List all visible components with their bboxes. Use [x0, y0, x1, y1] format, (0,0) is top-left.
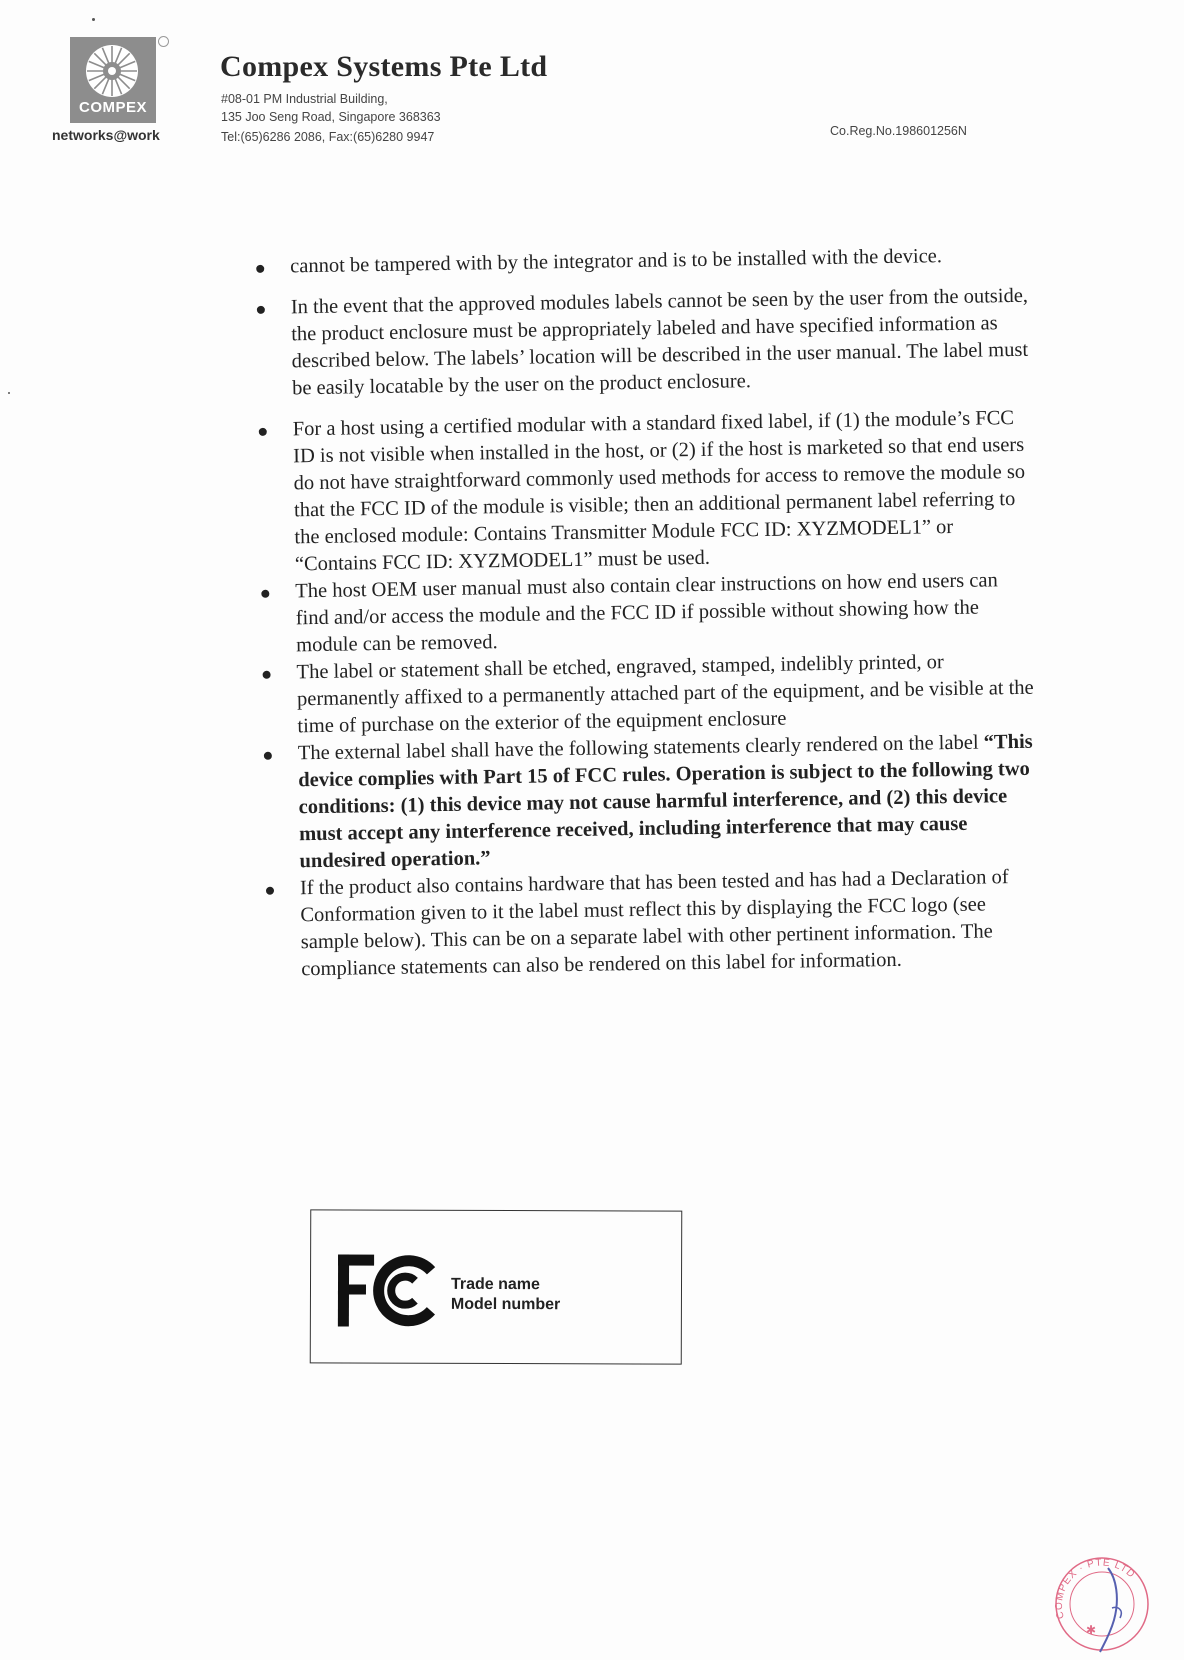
fcc-label-text [451, 1275, 560, 1315]
trade-name-label: Trade name [450, 1275, 540, 1294]
bullet-icon [263, 671, 271, 679]
fcc-logo-icon [335, 1250, 445, 1330]
company-logo [70, 37, 156, 123]
address-line-2: 135 Joo Seng Road, Singapore 368363 [221, 110, 441, 124]
list-item [255, 567, 1036, 660]
requirements-list [250, 242, 1041, 984]
list-item-text: The label or statement shall be etched, engraved, stamped, indelibly printed, or permanently affixed to a permanently attached part of the equipment, and be visible at the time of purchase on the exterior of the equipment enclosure [296, 651, 1034, 738]
list-item-text: The host OEM user manual must also contain clear instructions on how end users can find and/or access the module and the FCC ID if possible without showing how the module can be removed. [295, 569, 998, 657]
bullet-icon [259, 428, 267, 436]
list-item [256, 648, 1037, 741]
compex-wheel-icon [84, 43, 140, 99]
list-item [251, 283, 1033, 403]
list-item [250, 242, 1030, 281]
bullet-icon [257, 306, 265, 314]
scan-speck [92, 18, 95, 21]
list-item-text: For a host using a certified modular with a standard fixed label, if (1) the module’s FCC ID is not visible when installed in the host, or (2) if the host is marketed so that end users do not have straightforward commonly used methods for access to remove the module so that the FCC ID of the module is visible; then an additional permanent label referring to the enclosed module: Contains Transmitter Module FCC ID: XYZMODEL1” or “Contains FCC ID: XYZMODEL1” must be used. [292, 407, 1026, 576]
list-item [253, 405, 1035, 579]
stamp-text: COMPEX · PTE LTD [1053, 1557, 1138, 1620]
model-number-label: Model number [450, 1295, 561, 1314]
list-item-text: In the event that the approved modules labels cannot be seen by the user from the outside, the product enclosure must be appropriately labeled and have specified information as described below. The labels’ location will be described in the user manual. The label must be easily locatable by the user on the product enclosure. [290, 284, 1029, 400]
logo-wordmark: COMPEX [78, 99, 147, 116]
logo-tagline: networks@work [52, 127, 160, 143]
bullet-icon [266, 887, 274, 895]
company-registration: Co.Reg.No.198601256N [830, 124, 967, 138]
bullet-icon [264, 752, 272, 760]
company-stamp [1046, 1548, 1158, 1656]
registered-mark-icon [158, 36, 169, 47]
list-item-text: The external label shall have the following statements clearly rendered on the label [297, 731, 984, 765]
list-item [260, 864, 1042, 984]
company-name: Compex Systems Pte Ltd [220, 50, 548, 83]
list-item-text: cannot be tampered with by the integrator and is to be installed with the device. [290, 245, 943, 278]
list-item-text: If the product also contains hardware that has been tested and has had a Declaration of Conformation given to it the label must reflect this by displaying the FCC logo (see sample below). This can be on a separate label with other pertinent information. The compliance statements can also be rendered on this label for information. [299, 866, 1009, 981]
scan-speck [8, 392, 10, 394]
address-line-1: #08-01 PM Industrial Building, [221, 92, 388, 106]
fcc-sample-label [310, 1209, 683, 1364]
bullet-icon [256, 265, 264, 273]
address-line-3: Tel:(65)6286 2086, Fax:(65)6280 9947 [221, 130, 435, 144]
list-item [258, 729, 1040, 876]
svg-text:COMPEX · PTE LTD [1054, 1557, 1137, 1619]
fcc-compliance-statement: “This device complies with Part 15 of FCC rules. Operation is subject to the following two conditions: (1) this device may not cause harmful interference, and (2) this device must accept any interference received, including interference that may cause undesired operation.” [298, 730, 1033, 873]
svg-text:✱: ✱ [1086, 1623, 1097, 1637]
bullet-icon [261, 590, 269, 598]
